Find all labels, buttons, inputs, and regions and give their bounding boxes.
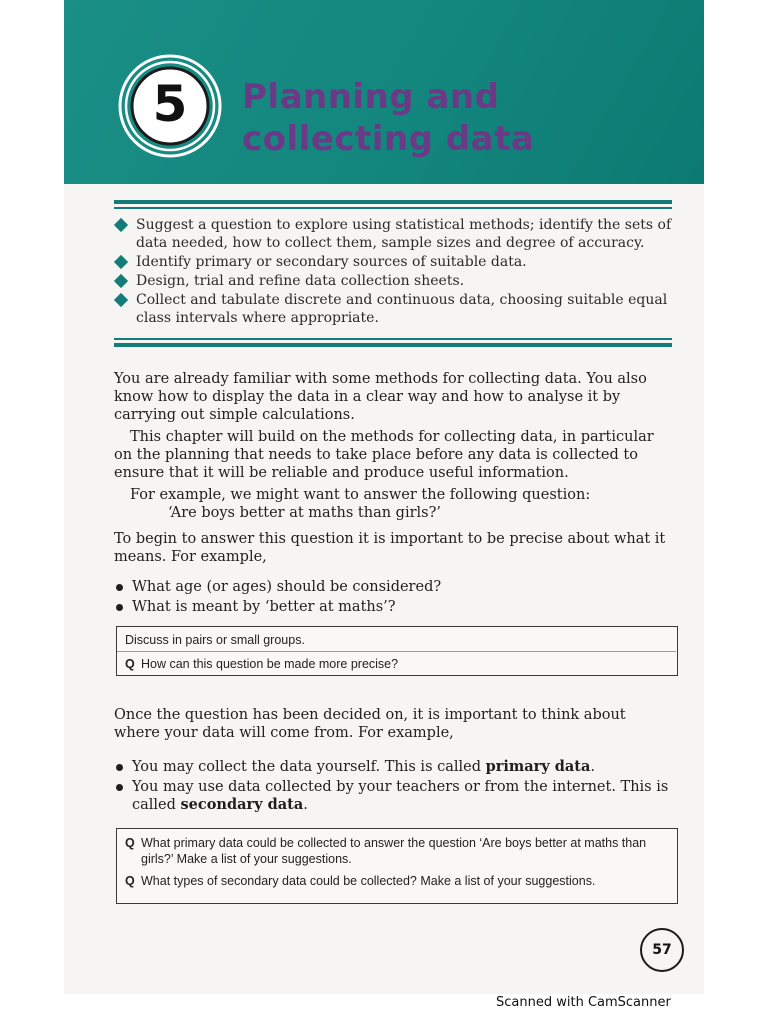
rule-thin (114, 207, 672, 209)
questions-box (116, 828, 678, 904)
chapter-title (242, 76, 682, 160)
diamond-bullet-icon (114, 274, 128, 288)
diamond-bullet-icon (114, 293, 128, 307)
intro-paragraph-3: For example, we might want to answer the following question: (130, 487, 591, 503)
list-item: What age (or ages) should be considered? (114, 578, 674, 596)
question-line: Q What types of secondary data could be collected? Make a list of your suggestions. (125, 874, 596, 888)
question-label: Q (125, 836, 135, 850)
bottom-rule (114, 338, 672, 347)
box-divider (117, 651, 676, 652)
objective-item: Collect and tabulate discrete and continuous data, choosing suitable equal class intervals where appropriate. (112, 291, 672, 327)
chapter-title-line1: Planning and (242, 77, 500, 117)
question-label: Q (125, 657, 135, 671)
considerations-list (114, 578, 674, 618)
rule-thick (114, 343, 672, 347)
objective-item: Design, trial and refine data collection sheets. (112, 272, 672, 290)
diamond-bullet-icon (114, 255, 128, 269)
discussion-box (116, 626, 678, 676)
section2-paragraph: Once the question has been decided on, it is important to think about where your data will come from. For example, (114, 707, 626, 741)
diamond-bullet-icon (114, 218, 128, 232)
question-line: Q What primary data could be collected to answer the question ‘Are boys better at maths than girls?’ Make a list of your suggestions. (125, 836, 647, 866)
data-sources-list (114, 758, 674, 816)
list-item: What is meant by ‘better at maths’? (114, 598, 674, 616)
page-number: 57 (640, 928, 684, 972)
discussion-prompt: Discuss in pairs or small groups. (125, 633, 305, 647)
term-primary-data: primary data (485, 758, 591, 775)
objectives-list (112, 216, 672, 328)
objective-item: Suggest a question to explore using statistical methods; identify the sets of data needed, how to collect them, sample sizes and degree of accuracy. (112, 216, 672, 252)
question-label: Q (125, 874, 135, 888)
term-secondary-data: secondary data (180, 796, 304, 813)
objective-item: Identify primary or secondary sources of suitable data. (112, 253, 672, 271)
list-item: You may use data collected by your teachers or from the internet. This is called secondary data. (114, 778, 674, 814)
rule-thick (114, 200, 672, 204)
top-rule (114, 200, 672, 209)
intro-paragraph-2: This chapter will build on the methods for collecting data, in particular on the planning that needs to take place before any data is collected to ensure that it will be reliable and produce useful information. (114, 429, 654, 481)
chapter-title-line2: collecting data (242, 119, 535, 159)
intro-paragraph-1: You are already familiar with some methods for collecting data. You also know how to display the data in a clear way and how to analyse it by carrying out simple calculations. (114, 371, 647, 423)
example-question: ‘Are boys better at maths than girls?’ (168, 505, 441, 521)
chapter-number: 5 (152, 75, 188, 133)
question-line: Q How can this question be made more precise? (125, 657, 399, 671)
scanner-watermark: Scanned with CamScanner (496, 995, 671, 1010)
intro-paragraph-4: To begin to answer this question it is important to be precise about what it means. For example, (114, 531, 666, 565)
list-item: You may collect the data yourself. This is called primary data. (114, 758, 674, 776)
rule-thin (114, 338, 672, 340)
